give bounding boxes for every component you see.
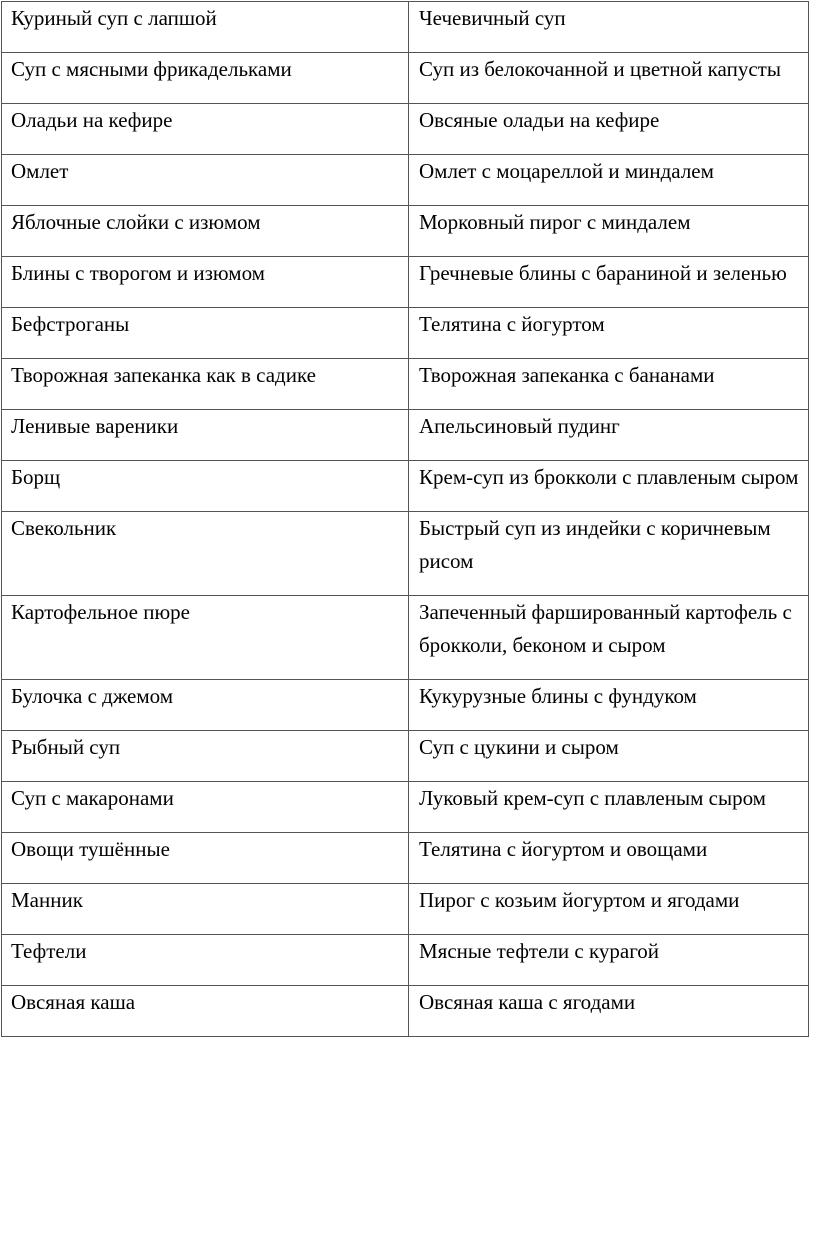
dish-cell: Ленивые вареники [2,410,409,461]
alternative-dish-cell: Морковный пирог с миндалем [409,206,809,257]
table-row [2,359,809,410]
table-row [2,53,809,104]
table-row [2,731,809,782]
dish-cell: Суп с мясными фрикадельками [2,53,409,104]
table-row [2,512,809,596]
table-row [2,104,809,155]
alternative-dish-cell: Суп из белокочанной и цветной капусты [409,53,809,104]
dish-cell: Картофельное пюре [2,596,409,680]
dish-cell: Рыбный суп [2,731,409,782]
alternative-dish-cell: Пирог с козьим йогуртом и ягодами [409,884,809,935]
dish-cell: Куриный суп с лапшой [2,2,409,53]
alternative-dish-cell: Апельсиновый пудинг [409,410,809,461]
table-row [2,2,809,53]
table-row [2,308,809,359]
dish-cell: Булочка с джемом [2,680,409,731]
alternative-dish-cell: Гречневые блины с бараниной и зеленью [409,257,809,308]
dish-cell: Манник [2,884,409,935]
table-row [2,206,809,257]
table-row [2,410,809,461]
alternative-dish-cell: Телятина с йогуртом и овощами [409,833,809,884]
dish-cell: Овощи тушённые [2,833,409,884]
alternative-dish-cell: Запеченный фаршированный картофель с брокколи, беконом и сыром [409,596,809,680]
table-row [2,782,809,833]
alternative-dish-cell: Суп с цукини и сыром [409,731,809,782]
alternative-dish-cell: Луковый крем-суп с плавленым сыром [409,782,809,833]
recipe-comparison-table [1,1,809,1037]
dish-cell: Омлет [2,155,409,206]
table-row [2,461,809,512]
alternative-dish-cell: Овсяная каша с ягодами [409,986,809,1037]
alternative-dish-cell: Омлет с моцареллой и миндалем [409,155,809,206]
dish-cell: Блины с творогом и изюмом [2,257,409,308]
table-row [2,833,809,884]
table-row [2,596,809,680]
alternative-dish-cell: Овсяные оладьи на кефире [409,104,809,155]
table-row [2,155,809,206]
dish-cell: Бефстроганы [2,308,409,359]
dish-cell: Яблочные слойки с изюмом [2,206,409,257]
alternative-dish-cell: Быстрый суп из индейки с коричневым рисом [409,512,809,596]
dish-cell: Борщ [2,461,409,512]
dish-cell: Тефтели [2,935,409,986]
alternative-dish-cell: Крем-суп из брокколи с плавленым сыром [409,461,809,512]
dish-cell: Свекольник [2,512,409,596]
dish-cell: Суп с макаронами [2,782,409,833]
dish-cell: Творожная запеканка как в садике [2,359,409,410]
table-row [2,680,809,731]
alternative-dish-cell: Телятина с йогуртом [409,308,809,359]
alternative-dish-cell: Кукурузные блины с фундуком [409,680,809,731]
table-body [2,2,809,1037]
dish-cell: Оладьи на кефире [2,104,409,155]
table-row [2,884,809,935]
alternative-dish-cell: Мясные тефтели с курагой [409,935,809,986]
alternative-dish-cell: Творожная запеканка с бананами [409,359,809,410]
alternative-dish-cell: Чечевичный суп [409,2,809,53]
table-row [2,935,809,986]
table-row [2,986,809,1037]
dish-cell: Овсяная каша [2,986,409,1037]
table-row [2,257,809,308]
